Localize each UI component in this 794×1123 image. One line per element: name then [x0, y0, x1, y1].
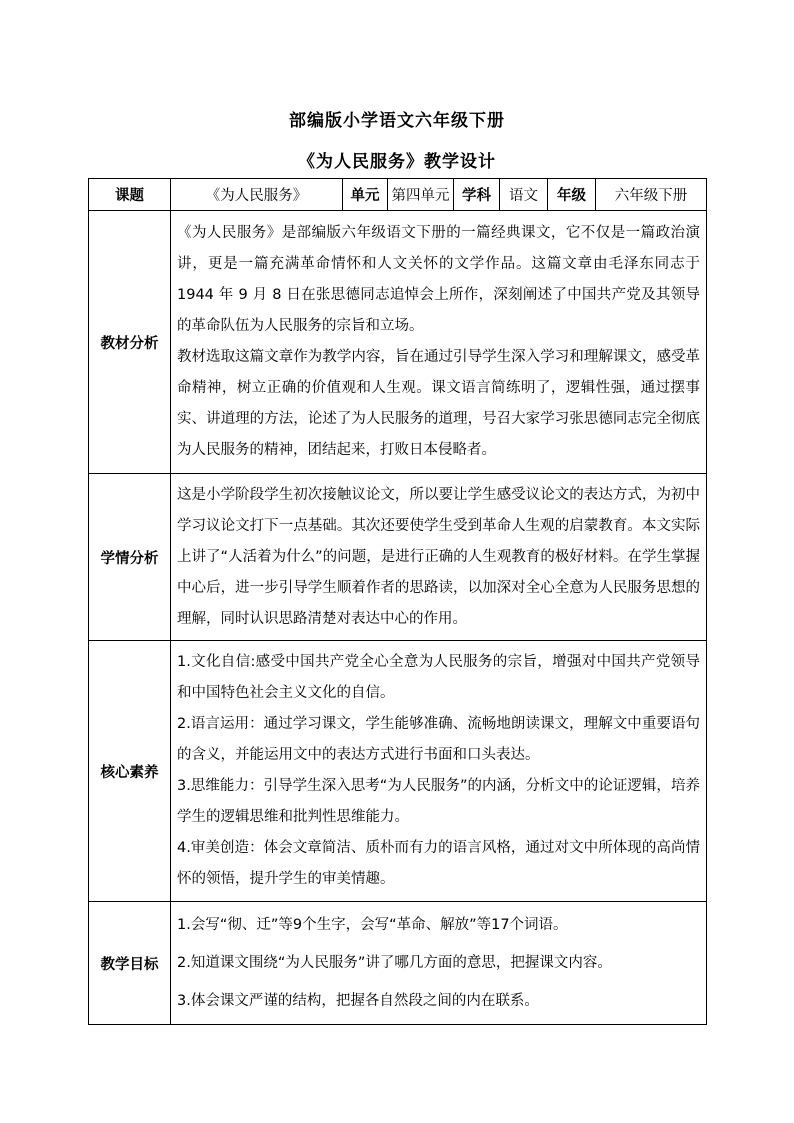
student-analysis-label: 学情分析: [89, 474, 171, 641]
teaching-goals-content: [171, 902, 707, 1025]
lesson-plan-table: [88, 178, 707, 1025]
core-literacy-row: [89, 641, 707, 902]
student-analysis-content: [171, 474, 707, 641]
list-item: 4.审美创造：体会文章简洁、质朴而有力的语言风格，通过对文中所体现的高尚情怀的领悟，提升学生的审美情趣。: [177, 840, 700, 887]
list-item: 3.体会课文严谨的结构，把握各自然段之间的内在联系。: [177, 993, 539, 1009]
list-item: 3.思维能力：引导学生深入思考“为人民服务”的内涵，分析文中的论证逻辑，培养学生的逻辑思维和批判性思维能力。: [177, 778, 700, 825]
list-item: 2.知道课文围绕“为人民服务”讲了哪几方面的意思，把握课文内容。: [177, 955, 612, 971]
topic-value: 《为人民服务》: [171, 179, 343, 211]
textbook-analysis-content: [171, 211, 707, 474]
teaching-goals-label: 教学目标: [89, 902, 171, 1025]
paragraph: 教材选取这篇文章作为教学内容，旨在通过引导学生深入学习和理解课文，感受革命精神，树立正确的价值观和人生观。课文语言简练明了，逻辑性强，通过摆事实、讲道理的方法，论述了为人民服务的道理，号召大家学习张思德同志完全彻底为人民服务的精神，团结起来，打败日本侵略者。: [177, 349, 700, 458]
paragraph: 《为人民服务》是部编版六年级语文下册的一篇经典课文，它不仅是一篇政治演讲，更是一篇充满革命情怀和人文关怀的文学作品。这篇文章由毛泽东同志于 1944 年 9 月 8 日在张思德同志追悼会上所作，深刻阐述了中国共产党及其领导的革命队伍为人民服务的宗旨和立场。: [177, 225, 700, 334]
teaching-goals-row: [89, 902, 707, 1025]
textbook-analysis-label: 教材分析: [89, 211, 171, 474]
header-row: [89, 179, 707, 211]
topic-label: 课题: [89, 179, 171, 211]
document-subtitle: 《为人民服务》教学设计: [298, 152, 496, 172]
list-item: 2.语言运用：通过学习课文，学生能够准确、流畅地朗读课文，理解文中重要语句的含义，并能运用文中的表达方式进行书面和口头表达。: [177, 716, 700, 763]
list-item: 1.会写“彻、迁”等9个生字，会写“革命、解放”等17个词语。: [177, 917, 568, 933]
student-analysis-row: [89, 474, 707, 641]
paragraph: 这是小学阶段学生初次接触议论文，所以要让学生感受议论文的表达方式，为初中学习议论文打下一点基础。其次还要使学生受到革命人生观的启蒙教育。本文实际上讲了“人活着为什么”的问题，是进行正确的人生观教育的极好材料。在学生掌握中心后，进一步引导学生顺着作者的思路读，以加深对全心全意为人民服务思想的理解，同时认识思路清楚对表达中心的作用。: [177, 486, 700, 627]
grade-label: 年级: [548, 179, 596, 211]
grade-value: 六年级下册: [596, 179, 707, 211]
list-item: 1.文化自信:感受中国共产党全心全意为人民服务的宗旨，增强对中国共产党领导和中国特色社会主义文化的自信。: [177, 654, 700, 701]
textbook-analysis-row: [89, 211, 707, 474]
document-title: 部编版小学语文六年级下册: [289, 111, 505, 131]
core-literacy-content: [171, 641, 707, 902]
unit-label: 单元: [343, 179, 388, 211]
core-literacy-label: 核心素养: [89, 641, 171, 902]
subject-value: 语文: [500, 179, 548, 211]
unit-value: 第四单元: [388, 179, 454, 211]
subject-label: 学科: [454, 179, 500, 211]
